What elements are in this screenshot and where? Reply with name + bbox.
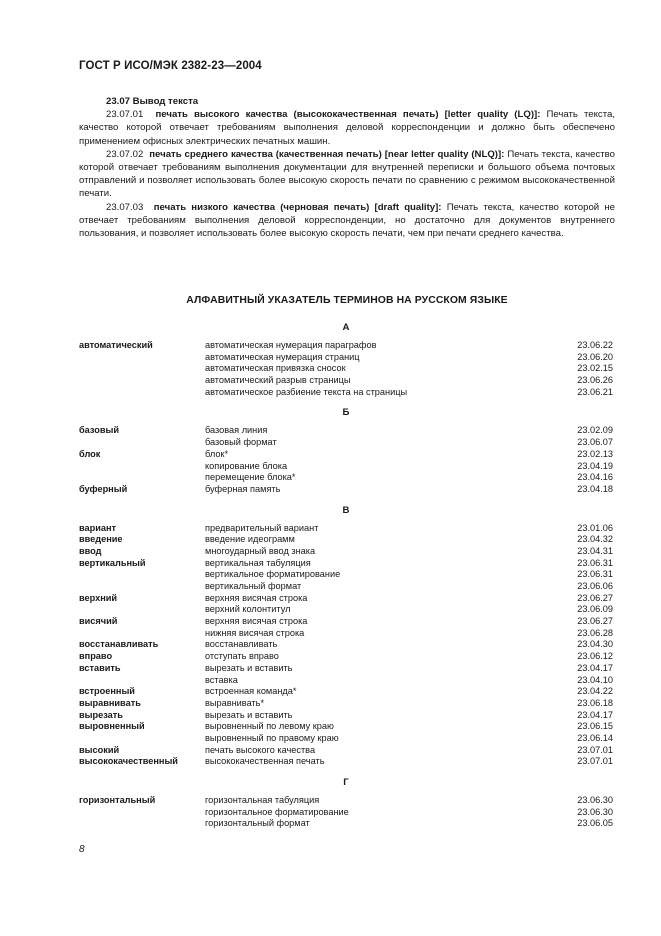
index-keyword: ввод xyxy=(79,545,102,556)
index-row xyxy=(79,651,613,663)
index-keyword: горизонтальный xyxy=(79,795,156,805)
index-term-number: 23.02.09 xyxy=(577,425,613,436)
index-row xyxy=(79,721,613,733)
index-term-number: 23.06.31 xyxy=(577,557,613,568)
index-row xyxy=(79,604,613,616)
index-term: введение идеограмм xyxy=(205,534,295,545)
index-row xyxy=(79,675,613,687)
index-keyword: верхний xyxy=(79,592,118,603)
index-term: вырезать и вставить xyxy=(205,709,293,720)
index-term: вертикальное форматирование xyxy=(205,569,341,580)
index-term: восстанавливать xyxy=(205,639,278,650)
section-body xyxy=(79,95,615,240)
index-term: нижняя висячая строка xyxy=(205,627,305,638)
index-keyword: буферный xyxy=(79,483,128,494)
index-term-number: 23.06.15 xyxy=(577,721,613,732)
index-letter-heading: А xyxy=(342,322,350,333)
index-row xyxy=(79,807,613,819)
index-term: выравнивать* xyxy=(205,697,265,708)
index-keyword: вправо xyxy=(79,651,113,662)
index-term: автоматическое разбиение текста на страницы xyxy=(205,386,408,397)
index-term-number: 23.04.17 xyxy=(577,662,613,673)
index-term-number: 23.04.30 xyxy=(577,639,613,650)
index-term: отступать вправо xyxy=(205,651,279,662)
index-term: высококачественная печать xyxy=(205,756,325,767)
index-term: верхняя висячая строка xyxy=(205,592,308,603)
document-header: ГОСТ Р ИСО/МЭК 2382-23—2004 xyxy=(79,60,262,72)
index-row xyxy=(79,756,613,768)
index-keyword: выровненный xyxy=(79,721,145,732)
entry-text: Печать текста, качество которой отвечает требованиям выполнения документации для внутренней переписки и большого объема почтовых отправлений и позволяет использовать более высокую скорость печати по сравнению с режимом высококачественной печати. xyxy=(79,148,615,200)
index-term: горизонтальное форматирование xyxy=(205,806,349,817)
index-term: копирование блока xyxy=(205,460,288,471)
index-term: вертикальная табуляция xyxy=(205,557,311,568)
index-row xyxy=(79,425,613,437)
index-term-number: 23.06.31 xyxy=(577,569,613,580)
entry-23-07-01 xyxy=(79,108,615,148)
index-term: вырезать и вставить xyxy=(205,662,293,673)
index-row xyxy=(79,484,613,496)
index-term-number: 23.04.10 xyxy=(577,674,613,685)
index-row xyxy=(79,581,613,593)
index-row xyxy=(79,593,613,605)
index-row xyxy=(79,745,613,757)
index-row xyxy=(79,686,613,698)
index-row xyxy=(79,546,613,558)
index-row xyxy=(79,628,613,640)
index-term-number: 23.06.28 xyxy=(577,627,613,638)
index-term: вставка xyxy=(205,674,238,685)
index-term: выровненный по правому краю xyxy=(205,732,339,743)
index-row xyxy=(79,710,613,722)
index-term-number: 23.06.09 xyxy=(577,604,613,615)
index-term: буферная память xyxy=(205,483,281,494)
index-row xyxy=(79,340,613,352)
index-term-number: 23.06.21 xyxy=(577,386,613,397)
index-term-number: 23.04.32 xyxy=(577,534,613,545)
index-term-number: 23.04.16 xyxy=(577,472,613,483)
entry-text: Печать текста, качество которой не отвечает требованиям выполнения деловой корреспонденции, но достаточно для документов внутреннего пользования, и позволяет использовать более высокую скорость печати, чем при печати среднего качества. xyxy=(79,201,615,240)
index-keyword: висячий xyxy=(79,616,118,627)
index-keyword: блок xyxy=(79,448,101,459)
index-row xyxy=(79,698,613,710)
index-row xyxy=(79,558,613,570)
entry-text: Печать текста, качество которой отвечает требованиям выполнения деловой корреспонденции и должно быть обеспечено применением офисных электрических печатных машин. xyxy=(79,109,615,147)
index-term: встроенная команда* xyxy=(205,686,297,697)
index-term-number: 23.04.22 xyxy=(577,686,613,697)
index-keyword: вертикальный xyxy=(79,557,146,568)
index-keyword: восстанавливать xyxy=(79,639,159,650)
index-term-number: 23.02.13 xyxy=(577,448,613,459)
index-row xyxy=(79,449,613,461)
index-term: вертикальный формат xyxy=(205,581,302,591)
index-row xyxy=(79,472,613,484)
index-row xyxy=(79,663,613,675)
index-term-number: 23.06.22 xyxy=(577,340,613,350)
entry-term: печать среднего качества (качественная печать) [near letter quality (NLQ)]: xyxy=(149,148,505,160)
entry-number: 23.07.03 xyxy=(106,201,144,213)
index-row xyxy=(79,639,613,651)
index-row xyxy=(79,569,613,581)
index-keyword: вариант xyxy=(79,522,117,533)
index-term: автоматический разрыв страницы xyxy=(205,375,351,386)
index-row xyxy=(79,363,613,375)
index-term: верхний колонтитул xyxy=(205,604,291,615)
index-group xyxy=(79,505,613,768)
index-row xyxy=(79,534,613,546)
index-term: горизонтальная табуляция xyxy=(205,795,320,805)
index-term: верхняя висячая строка xyxy=(205,616,308,627)
entry-23-07-02 xyxy=(79,148,615,201)
index-term: выровненный по левому краю xyxy=(205,721,334,732)
index-keyword: встроенный xyxy=(79,686,135,697)
index-row xyxy=(79,461,613,473)
index-term-number: 23.06.18 xyxy=(577,697,613,708)
index-term-number: 23.06.26 xyxy=(577,375,613,386)
index-letter-heading: Г xyxy=(343,777,349,788)
page-number: 8 xyxy=(79,844,85,855)
index-term-number: 23.06.30 xyxy=(577,795,613,805)
index-row xyxy=(79,523,613,535)
index-row xyxy=(79,818,613,830)
index-term-number: 23.04.18 xyxy=(577,483,613,494)
index-term-number: 23.07.01 xyxy=(577,744,613,755)
index-term-number: 23.06.27 xyxy=(577,616,613,627)
index-term-number: 23.04.19 xyxy=(577,460,613,471)
index-term: автоматическая нумерация страниц xyxy=(205,351,360,362)
index-term-number: 23.06.07 xyxy=(577,437,613,448)
index-keyword: высокий xyxy=(79,744,120,755)
index-term-number: 23.06.20 xyxy=(577,351,613,362)
index-row xyxy=(79,375,613,387)
index-keyword: автоматический xyxy=(79,340,153,350)
index-group xyxy=(79,322,613,398)
section-heading: 23.07 Вывод текста xyxy=(106,96,199,107)
index-term: горизонтальный формат xyxy=(205,818,310,829)
index-keyword: выравнивать xyxy=(79,697,141,708)
index-letter-heading: В xyxy=(342,504,350,516)
index-row xyxy=(79,387,613,399)
index-term-number: 23.07.01 xyxy=(577,756,613,767)
index-keyword: вырезать xyxy=(79,709,123,720)
index-term-number: 23.01.06 xyxy=(577,522,613,533)
index-row xyxy=(79,437,613,449)
index-row xyxy=(79,733,613,745)
index-letter-heading: Б xyxy=(342,407,350,419)
index-term: базовый формат xyxy=(205,437,277,448)
index-term: блок* xyxy=(205,448,229,459)
index-term-number: 23.06.06 xyxy=(577,581,613,591)
index-term-number: 23.06.27 xyxy=(577,592,613,603)
index-keyword: высококачественный xyxy=(79,756,178,767)
index-group xyxy=(79,777,613,830)
index-row xyxy=(79,352,613,364)
index-term-number: 23.06.14 xyxy=(577,732,613,743)
alphabetical-index xyxy=(79,322,613,839)
index-term: предварительный вариант xyxy=(205,522,319,533)
index-term: автоматическая нумерация параграфов xyxy=(205,340,377,350)
index-term-number: 23.06.12 xyxy=(577,651,613,662)
index-term: базовая линия xyxy=(205,425,268,436)
index-term-number: 23.06.30 xyxy=(577,806,613,817)
index-term-number: 23.06.05 xyxy=(577,818,613,829)
index-term: автоматическая привязка сносок xyxy=(205,363,346,374)
index-row xyxy=(79,795,613,807)
index-term: печать высокого качества xyxy=(205,744,316,755)
index-term-number: 23.04.17 xyxy=(577,709,613,720)
entry-number: 23.07.02 xyxy=(106,148,144,160)
index-group xyxy=(79,407,613,495)
index-term: перемещение блока* xyxy=(205,472,296,483)
entry-term: печать низкого качества (черновая печать) [draft quality]: xyxy=(153,201,442,213)
index-term: многоударный ввод знака xyxy=(205,545,316,556)
index-title: АЛФАВИТНЫЙ УКАЗАТЕЛЬ ТЕРМИНОВ НА РУССКОМ ЯЗЫКЕ xyxy=(186,295,508,306)
index-row xyxy=(79,616,613,628)
index-keyword: вставить xyxy=(79,662,121,673)
index-keyword: введение xyxy=(79,534,123,545)
entry-23-07-03 xyxy=(79,201,615,241)
entry-term: печать высокого качества (высококачественная печать) [letter quality (LQ)]: xyxy=(155,109,541,121)
index-term-number: 23.02.15 xyxy=(577,363,613,374)
entry-number: 23.07.01 xyxy=(106,109,144,121)
index-keyword: базовый xyxy=(79,425,119,436)
index-term-number: 23.04.31 xyxy=(577,545,613,556)
